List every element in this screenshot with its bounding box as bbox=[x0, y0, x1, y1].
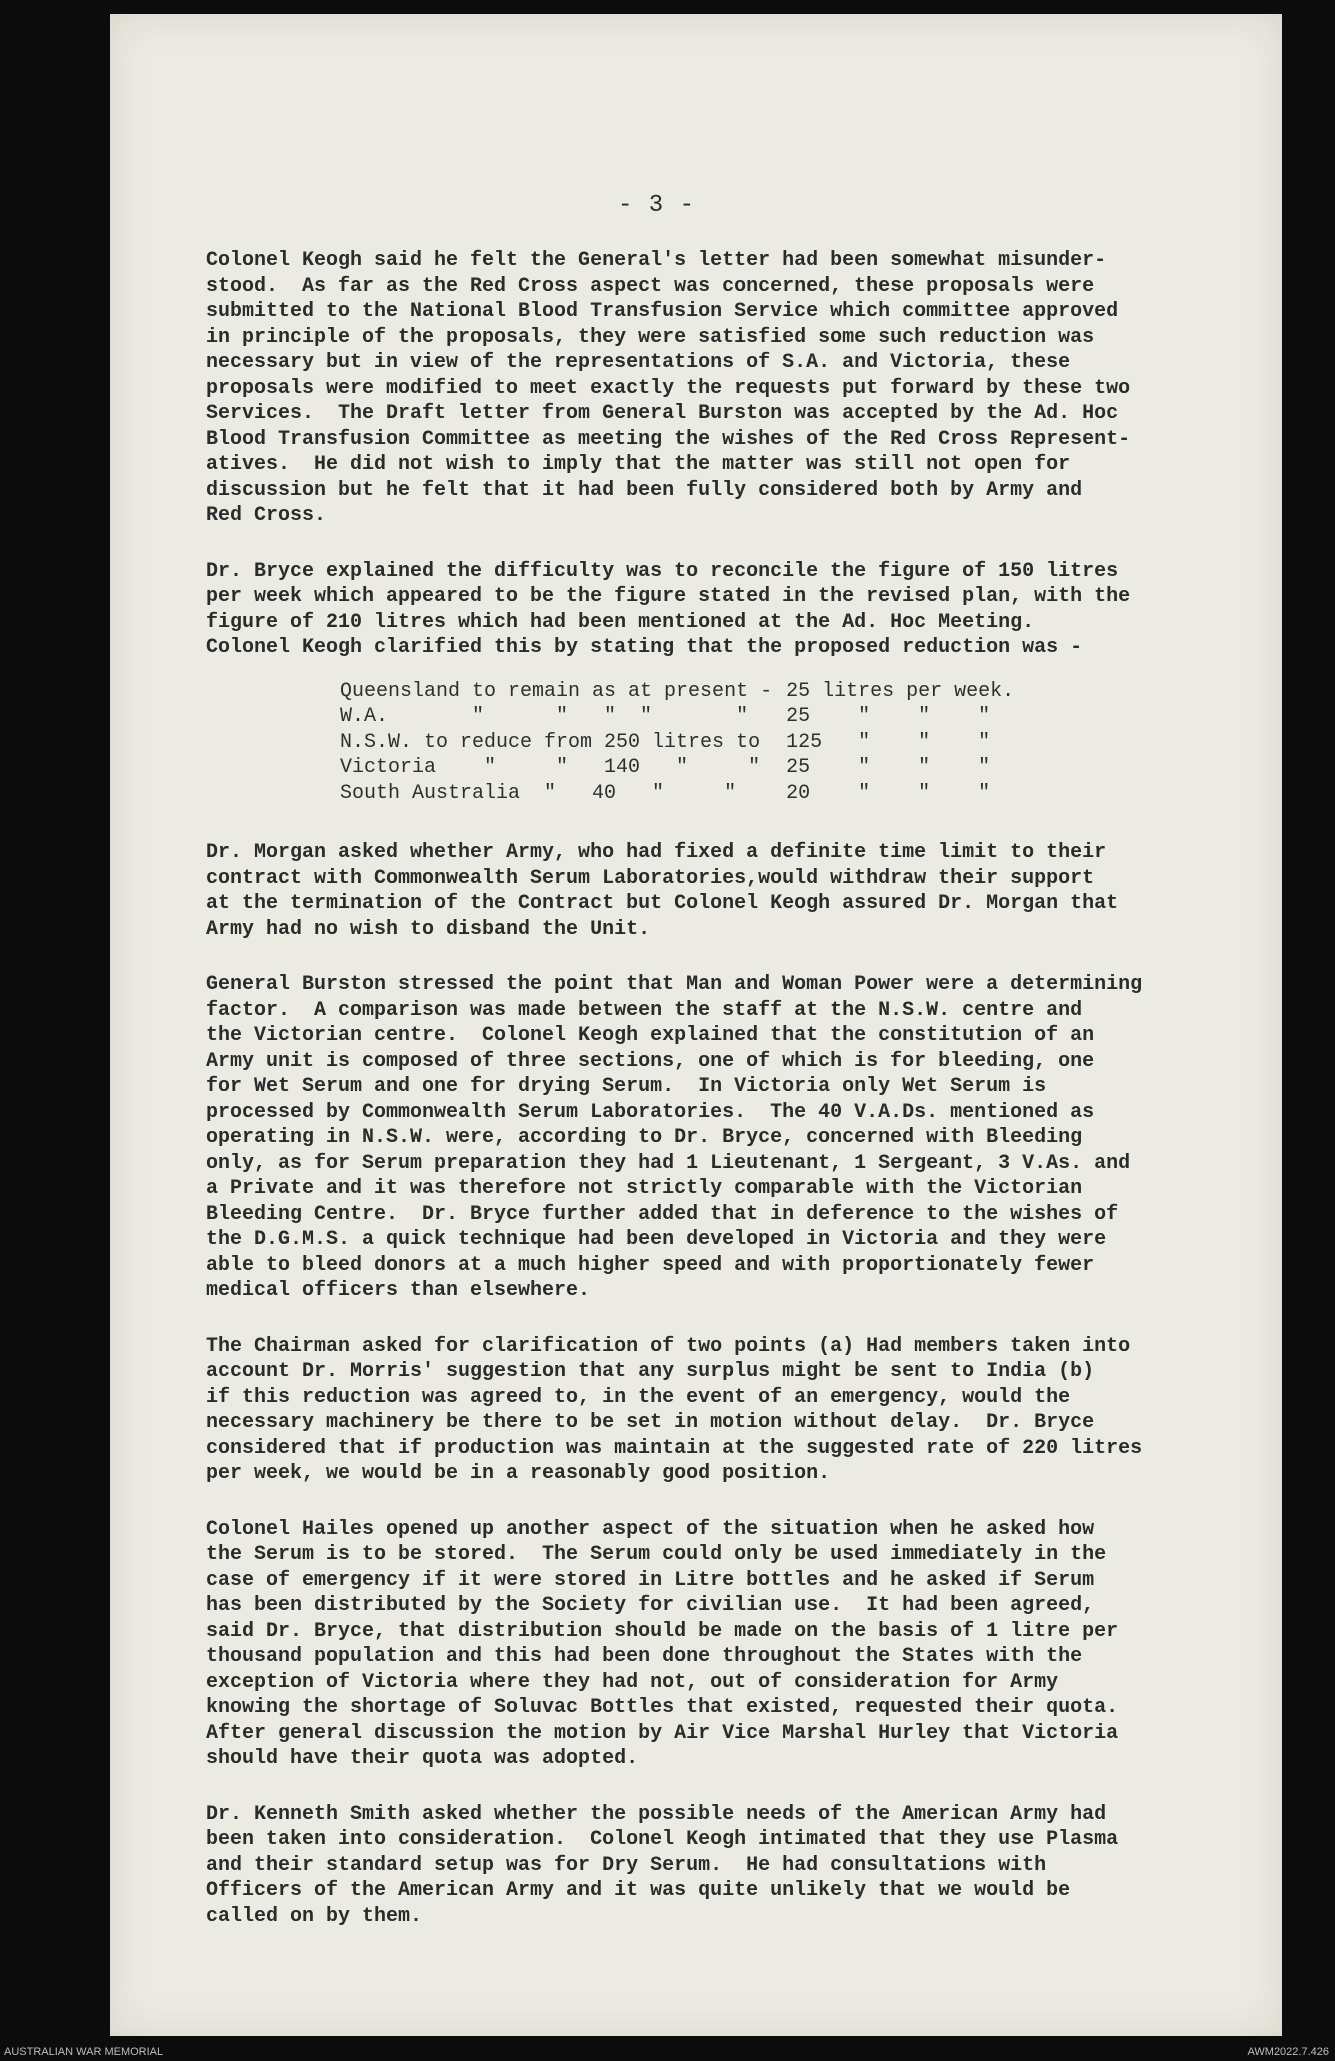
table-cell-state: South Australia " 40 " " bbox=[340, 781, 737, 805]
table-row bbox=[340, 755, 1014, 781]
table-cell-state: W.A. " " " " " bbox=[340, 705, 749, 728]
footer-reference: AWM2022.7.426 bbox=[1247, 2046, 1329, 2058]
page-number: - 3 - bbox=[618, 192, 696, 219]
table-row bbox=[340, 781, 1014, 807]
paragraph-smith-american-army: Dr. Kenneth Smith asked whether the possible needs of the American Army had been taken into consideration. Colonel Keogh intimated that they use Plasma and their standard setup was for Dry Serum. He had consultations with Officers of the American Army and it was quite unlikely that we would be called on by them. bbox=[206, 1802, 1119, 1928]
table-cell-state: Victoria " " 140 " " bbox=[340, 756, 761, 779]
paragraph-hailes-storage: Colonel Hailes opened up another aspect of the situation when he asked how the Serum is to be stored. The Serum could only be used immediately in the case of emergency if it were stored in Litre bottles and he asked if Serum has been distributed by the Society for civilian use. It had been agreed, said Dr. Bryce, that distribution should be made on the basis of 1 litre per thousand population and this had been done throughout the States with the exception of Victoria where they had not, out of consideration for Army knowing the shortage of Soluvac Bottles that existed, requested their quota. After general discussion the motion by Air Vice Marshal Hurley that Victoria should have their quota was adopted. bbox=[206, 1517, 1119, 1770]
paragraph-bryce-difficulty: Dr. Bryce explained the difficulty was to reconcile the figure of 150 litres per week which appeared to be the figure stated in the revised plan, with the figure of 210 litres which had been mentioned at the Ad. Hoc Meeting. Colonel Keogh clarified this by stating that the proposed reduction was - bbox=[206, 559, 1131, 659]
paragraph-keogh-letter: Colonel Keogh said he felt the General's letter had been somewhat misunder- stood. As far as the Red Cross aspect was concerned, these proposals were submitted to the National Blood Transfusion Service which committee approved in principle of the proposals, they were satisfied some such reduction was necessary but in view of the representations of S.A. and Victoria, these proposals were modified to meet exactly the requests put forward by these two Services. The Draft letter from General Burston was accepted by the Ad. Hoc Blood Transfusion Committee as meeting the wishes of the Red Cross Represent- atives. He did not wish to imply that the matter was still not open for discussion but he felt that it had been fully considered both by Army and Red Cross. bbox=[206, 249, 1131, 527]
table-cell-quantity: 25 " " " bbox=[786, 756, 991, 779]
reduction-table bbox=[340, 679, 1014, 807]
footer-institution: AUSTRALIAN WAR MEMORIAL bbox=[4, 2046, 164, 2058]
archive-footer bbox=[0, 2044, 1335, 2061]
table-cell-quantity: 125 " " " bbox=[786, 730, 991, 754]
table-cell-state: Queensland to remain as at present - bbox=[340, 679, 773, 703]
table-row bbox=[340, 730, 1014, 756]
table-cell-quantity: 20 " " " bbox=[786, 781, 991, 805]
paragraph-chairman-clarification: The Chairman asked for clarification of two points (a) Had members taken into account Dr. Morris' suggestion that any surplus might be sent to India (b) if this reduction was agreed to, in the event of an emergency, would the necessary machinery be there to be set in motion without delay. Dr. Bryce considered that if production was maintain at the suggested rate of 220 litres per week, we would be in a reasonably good position. bbox=[206, 1334, 1143, 1485]
table-cell-quantity: 25 litres per week. bbox=[786, 679, 1015, 703]
table-row bbox=[340, 679, 1014, 705]
paragraph-burston-staff: General Burston stressed the point that Man and Woman Power were a determining factor. A comparison was made between the staff at the N.S.W. centre and the Victorian centre. Colonel Keogh explained that the constitution of an Army unit is composed of three sections, one of which is for bleeding, one for Wet Serum and one for drying Serum. In Victoria only Wet Serum is processed by Commonwealth Serum Laboratories. The 40 V.A.Ds. mentioned as operating in N.S.W. were, according to Dr. Bryce, concerned with Bleeding only, as for Serum preparation they had 1 Lieutenant, 1 Sergeant, 3 V.As. and a Private and it was therefore not strictly comparable with the Victorian Bleeding Centre. Dr. Bryce further added that in deference to the wishes of the D.G.M.S. a quick technique had been developed in Victoria and they were able to bleed donors at a much higher speed and with proportionately fewer medical officers than elsewhere. bbox=[206, 973, 1143, 1302]
document-body bbox=[206, 248, 1226, 1959]
table-cell-quantity: 25 " " " bbox=[786, 705, 991, 728]
table-row bbox=[340, 704, 1014, 730]
table-cell-state: N.S.W. to reduce from 250 litres to bbox=[340, 730, 761, 754]
paragraph-morgan-contract: Dr. Morgan asked whether Army, who had fixed a definite time limit to their contract with Commonwealth Serum Laboratories,would withdraw their support at the termination of the Contract but Colonel Keogh assured Dr. Morgan that Army had no wish to disband the Unit. bbox=[206, 841, 1119, 941]
